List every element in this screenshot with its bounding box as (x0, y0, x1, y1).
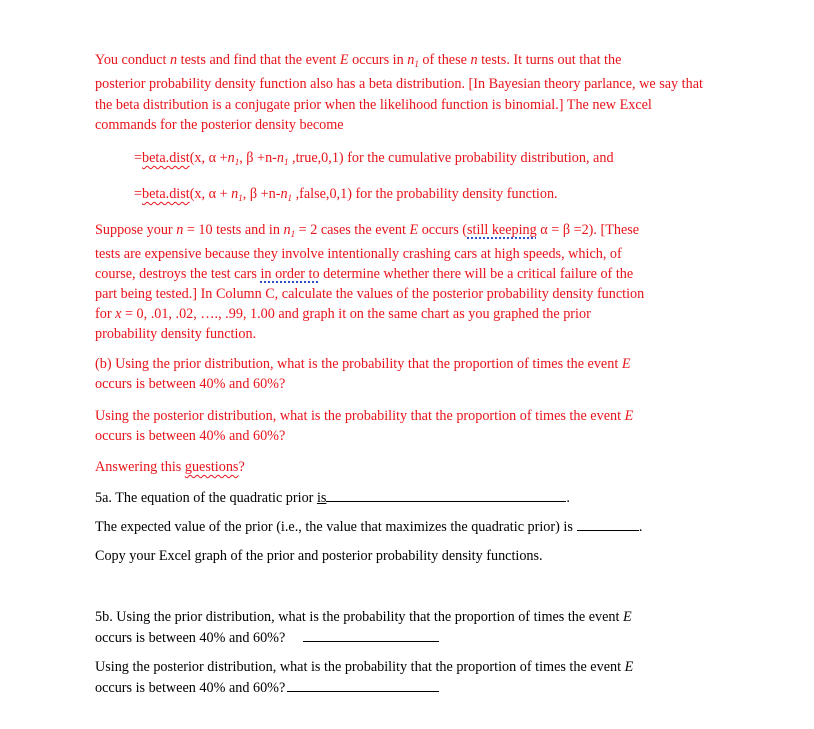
intro-line-rest: posterior probability density function also has a beta distribution. [In Bayesian theory parlance, we say that the beta distribution is a conjugate prior when the likelihood function is binomial.] The new Excel commands for the posterior density become (95, 76, 703, 133)
suppose-line-6: probability density function. (95, 326, 257, 342)
answering-heading: Answering this guestions? (95, 459, 245, 475)
question-expected-value: The expected value of the prior (i.e., the value that maximizes the quadratic prior) is . (95, 516, 642, 538)
intro-line-1: You conduct n tests and find that the event E occurs in $n_1$ of these n tests. It turns out that the (95, 52, 622, 69)
suppose-line-1: Suppose your n = 10 tests and in $n_1 = 2$ cases the event E occurs (still keeping α = β =2). [These (95, 222, 640, 239)
suppose-line-3: course, destroys the test cars in order to determine whether there will be a critical failure of the (95, 266, 634, 282)
copy-graph-instruction: Copy your Excel graph of the prior and posterior probability density functions. (95, 548, 543, 564)
answer-blank-5b-posterior[interactable] (287, 677, 439, 692)
formula-density: =beta.dist(x, $\alpha + n_1$, $\beta +n-n_1$ ,false,0,1) for the probability density function. (134, 186, 558, 203)
answer-blank-5a[interactable] (326, 487, 566, 502)
suppose-line-2: tests are expensive because they involve intentionally crashing cars at high speeds, which, of (95, 246, 622, 262)
document-page: You conduct n tests and find that the event E occurs in $n_1$ of these n tests. It turns out that the posterior probability density function also has a beta distribution. [In Bayesian theory parlance, we say that the beta distribution is a conjugate prior when the likelihood function is binomial.] The new Excel commands for the posterior density become =beta.dist(x, $\alpha +n_1$, $\beta +n-n_1$ ,true,0,1) for the cumulative probability distribution, and =beta.dist(x, $\alpha + n_1$, $\beta +n-n_1$ ,false,0,1) for the probability density function. Suppose your n = 10 tests and in $n_1 = 2$ cases the event E occurs (still keeping α = β =2). [These tests are expensive because they involve intentionally crashing cars at high speeds, which, of course, destroys the test cars in order to determine whether there will be a critical failure of the part being tested.] In Column C, calculate the values of the posterior probability density function for x = 0, .01, .02, …., .99, 1.00 and graph it on the same chart as you graphed the prior probability density function. (b) Using the prior distribution, what is the probability that the proportion of times the event E occurs is between 40% and 60%? Using the posterior distribution, what is the probability that the proportion of times the event E occurs is between 40% and 60%? Answering this guestions? 5a. The equation of the quadratic prior is . The expected value of the prior (i.e., the value that maximizes the quadratic prior) is . Copy your Excel graph of the prior and posterior probability density functions. 5b. Using the prior distribution, what is the probability that the proportion of times the event E occurs is between 40% and 60%? Using the posterior distribution, what is the probability that the proportion of times the event E occurs is between 40% and 60%? (0, 0, 814, 729)
suppose-line-4: part being tested.] In Column C, calculate the values of the posterior probability density function (95, 286, 645, 302)
question-5a: 5a. The equation of the quadratic prior is . (95, 487, 570, 509)
suppose-line-5: for x = 0, .01, .02, …., .99, 1.00 and graph it on the same chart as you graphed the prior (95, 306, 591, 322)
answer-blank-expected[interactable] (577, 516, 639, 531)
answer-blank-5b-prior[interactable] (303, 627, 439, 642)
formula-cumulative: =beta.dist(x, $\alpha +n_1$, $\beta +n-n_1$ ,true,0,1) for the cumulative probability distribution, and (134, 150, 614, 167)
